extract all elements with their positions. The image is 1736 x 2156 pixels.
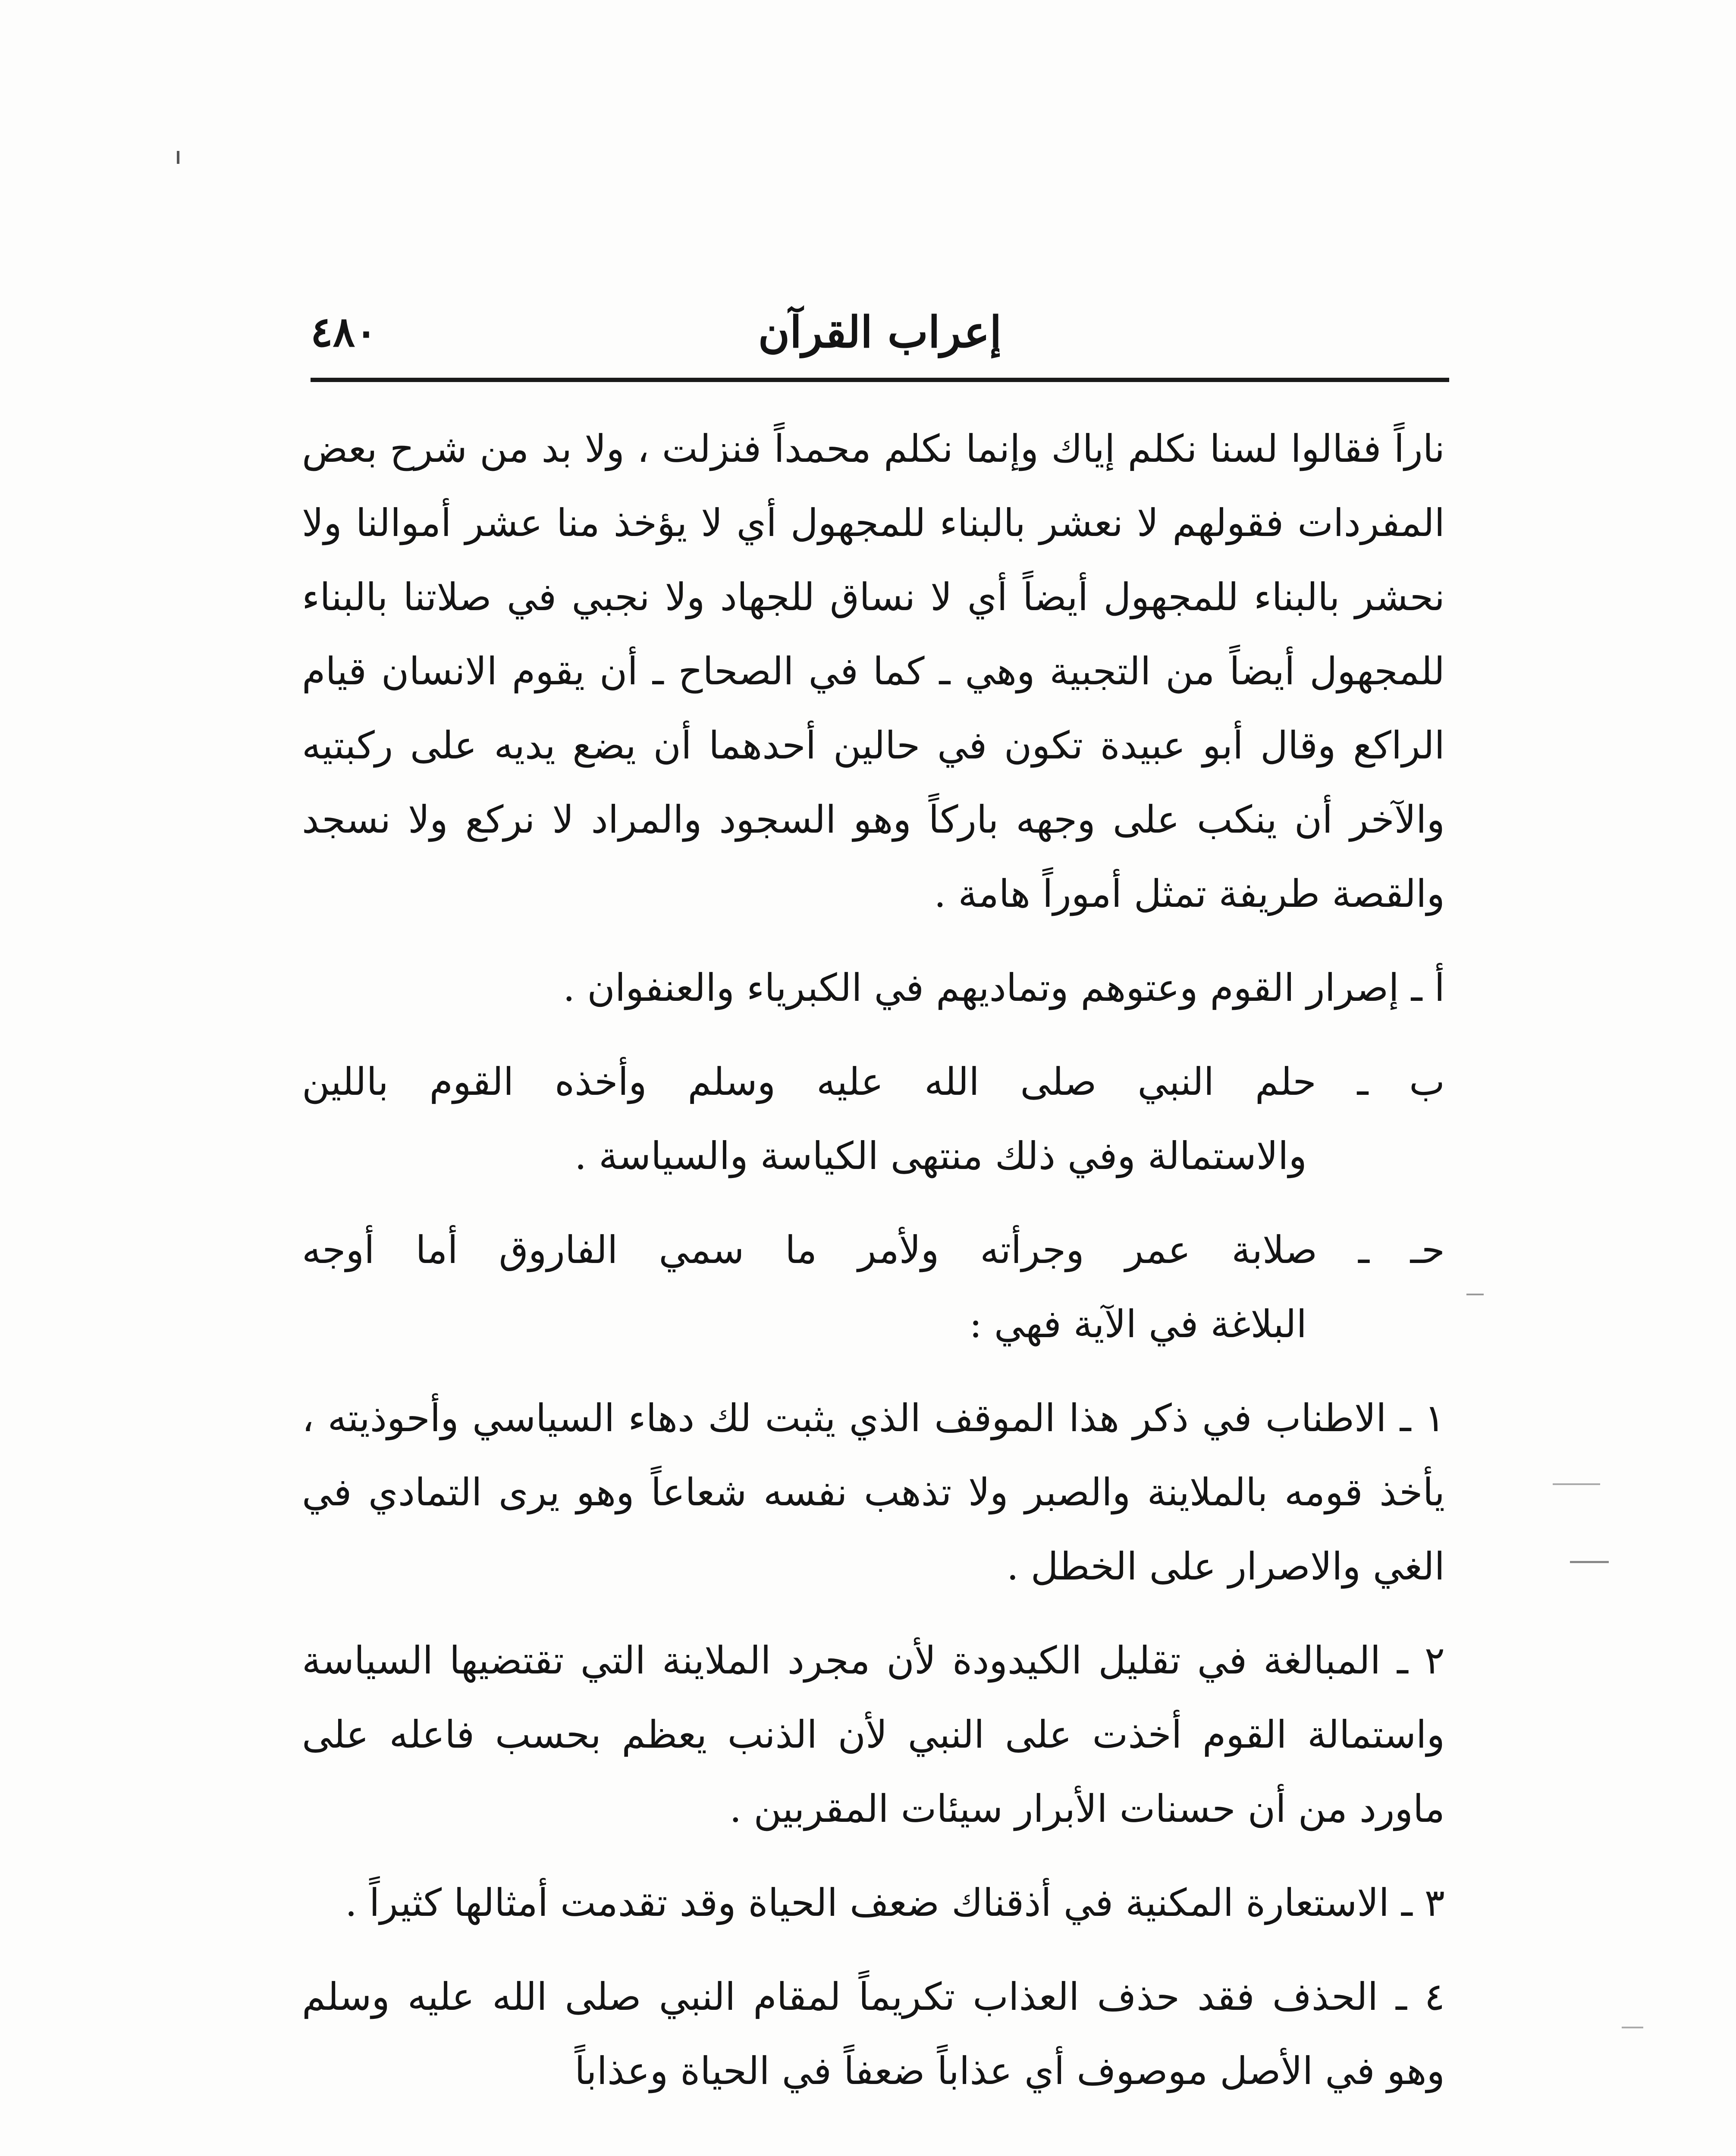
- scan-speck: [1466, 1294, 1484, 1295]
- numbered-item-1: ١ ـ الاطناب في ذكر هذا الموقف الذي يثبت لك دهاء السياسي وأحوذيته ، يأخذ قومه بالملاينة والصبر ولا تذهب نفسه شعاعاً وهو يرى التمادي في الغي والاصرار على الخطل .: [302, 1396, 1445, 1589]
- page-header: [311, 302, 1449, 362]
- spacer: [302, 1604, 1445, 1623]
- numbered-item-4: ٤ ـ الحذف فقد حذف العذاب تكريماً لمقام النبي صلى الله عليه وسلم وهو في الأصل موصوف أي عذاباً ضعفاً في الحياة وعذاباً: [302, 1974, 1445, 2093]
- spacer: [302, 1846, 1445, 1866]
- lettered-item-b-line1: ب ـ حلم النبي صلى الله عليه وسلم وأخذه القوم باللين: [302, 1059, 1445, 1104]
- spacer: [302, 931, 1445, 951]
- page-body: [302, 412, 1445, 2108]
- scan-speck: [177, 151, 179, 164]
- page-number: ٤٨٠: [311, 307, 377, 356]
- scan-speck: [1622, 2027, 1643, 2028]
- spacer: [302, 1361, 1445, 1381]
- lettered-item-c-line1: حـ ـ صلابة عمر وجرأته ولأمر ما سمي الفاروق أما أوجه: [302, 1228, 1445, 1272]
- running-title: إعراب القرآن: [758, 307, 1002, 357]
- lettered-item-c: [302, 1213, 1445, 1361]
- body-paragraph: ناراً فقالوا لسنا نكلم إياك وإنما نكلم محمداً فنزلت ، ولا بد من شرح بعض المفردات فقولهم لا نعشر بالبناء للمجهول أي لا يؤخذ منا عشر أموالنا ولا نحشر بالبناء للمجهول أيضاً أي لا نساق للجهاد ولا نجبي في صلاتنا بالبناء للمجهول أيضاً من التجبية وهي ـ كما في الصحاح ـ أن يقوم الانسان قيام الراكع وقال أبو عبيدة تكون في حالين أحدهما أن يضع يديه على ركبتيه والآخر أن ينكب على وجهه باركاً وهو السجود والمراد لا نركع ولا نسجد والقصة طريفة تمثل أموراً هامة .: [302, 426, 1445, 916]
- lettered-item-b: [302, 1045, 1445, 1193]
- scan-speck: [1553, 1483, 1600, 1485]
- spacer: [302, 1940, 1445, 1960]
- header-rule: [311, 378, 1449, 382]
- lettered-item-b-line2: والاستمالة وفي ذلك منتهى الكياسة والسياسة .: [574, 1134, 1307, 1178]
- lettered-item-c-line2: البلاغة في الآية فهي :: [969, 1302, 1307, 1346]
- spacer: [302, 1025, 1445, 1045]
- spacer: [302, 1193, 1445, 1213]
- scan-speck: [1570, 1561, 1609, 1563]
- numbered-item-3: ٣ ـ الاستعارة المكنية في أذقناك ضعف الحياة وقد تقدمت أمثالها كثيراً .: [345, 1880, 1445, 1925]
- lettered-item-a: أ ـ إصرار القوم وعتوهم وتماديهم في الكبرياء والعنفوان .: [563, 965, 1445, 1010]
- numbered-item-2: ٢ ـ المبالغة في تقليل الكيدودة لأن مجرد الملاينة التي تقتضيها السياسة واستمالة القوم أخذت على النبي لأن الذنب يعظم بحسب فاعله على ماورد من أن حسنات الأبرار سيئات المقربين .: [302, 1638, 1445, 1831]
